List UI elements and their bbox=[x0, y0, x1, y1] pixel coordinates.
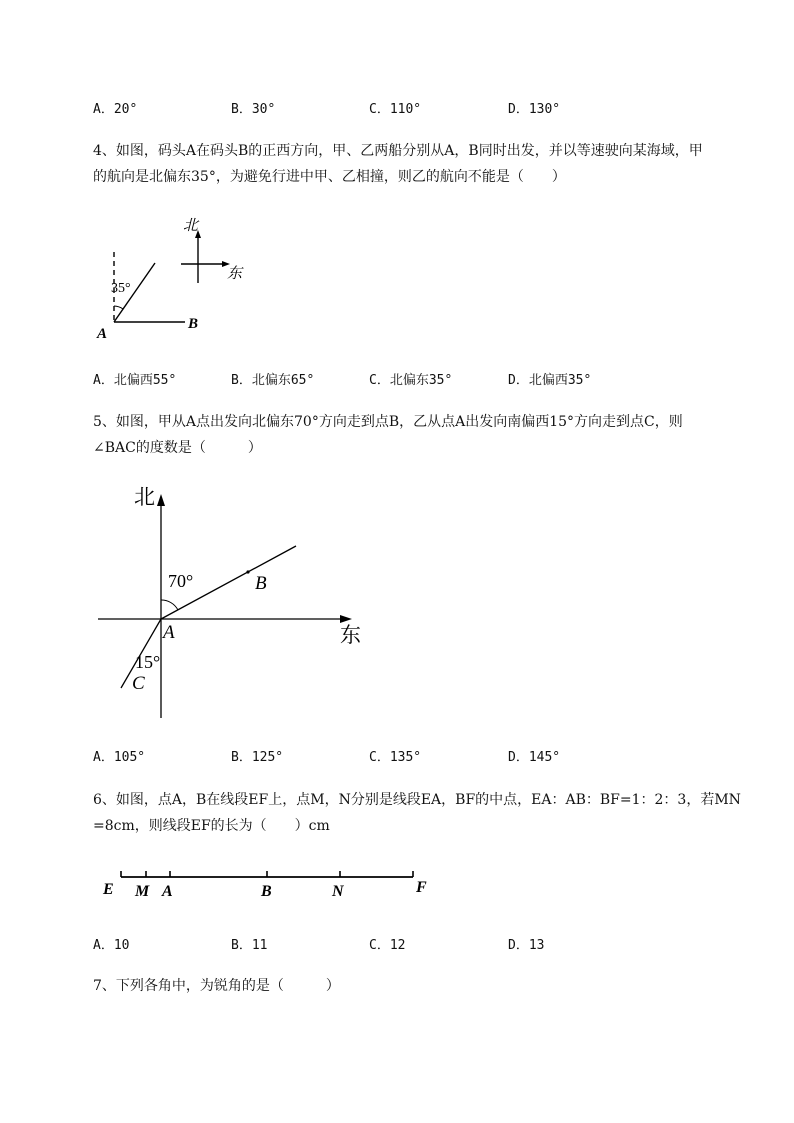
q6-label-b: B bbox=[261, 883, 272, 900]
q6-figure bbox=[95, 862, 445, 906]
q4-east-label: 东 bbox=[227, 266, 243, 282]
q6-option-a: A．10 bbox=[93, 938, 130, 953]
q4-point-a: A bbox=[97, 326, 108, 342]
q4-figure bbox=[85, 210, 275, 350]
q3-option-a: A．20° bbox=[93, 102, 138, 117]
q4-stem-line1: 4、如图，码头A在码头B的正西方向，甲、乙两船分别从A，B同时出发，并以等速驶向某海域，甲 bbox=[93, 143, 703, 159]
q5-angle-70: 70° bbox=[168, 571, 194, 591]
q4-option-c: C．北偏东35° bbox=[369, 373, 453, 388]
q4-option-a: A．北偏西55° bbox=[93, 373, 177, 388]
q6-label-a: A bbox=[162, 883, 173, 900]
q4-option-b: B．北偏东65° bbox=[231, 373, 315, 388]
q7-stem-line1: 7、下列各角中，为锐角的是（ ） bbox=[93, 978, 340, 994]
q6-label-e: E bbox=[103, 881, 114, 898]
q5-angle-15: 15° bbox=[135, 652, 161, 672]
q5-option-b: B．125° bbox=[231, 750, 284, 765]
q6-label-f: F bbox=[416, 879, 427, 896]
q6-option-b: B．11 bbox=[231, 938, 268, 953]
q4-stem-line2: 的航向是北偏东35°，为避免行进中甲、乙相撞，则乙的航向不能是（ ） bbox=[93, 169, 566, 185]
q3-option-d: D．130° bbox=[508, 102, 561, 117]
q6-option-d: D．13 bbox=[508, 938, 545, 953]
q4-option-d: D．北偏西35° bbox=[508, 373, 592, 388]
q6-option-c: C．12 bbox=[369, 938, 406, 953]
q5-east-label: 东 bbox=[340, 623, 361, 647]
q5-option-a: A．105° bbox=[93, 750, 146, 765]
q5-option-c: C．135° bbox=[369, 750, 422, 765]
q5-point-a: A bbox=[163, 622, 175, 643]
q4-point-b: B bbox=[188, 316, 199, 332]
q3-option-c: C．110° bbox=[369, 102, 422, 117]
q5-option-d: D．145° bbox=[508, 750, 561, 765]
q6-label-m: M bbox=[135, 883, 150, 900]
q6-stem-line1: 6、如图，点A，B在线段EF上，点M，N分别是线段EA，BF的中点，EA：AB：BF=1：2：3，若MN bbox=[93, 792, 741, 808]
q4-north-label: 北 bbox=[183, 218, 199, 234]
q3-option-b: B．30° bbox=[231, 102, 276, 117]
q5-stem-line2: ∠BAC的度数是（ ） bbox=[93, 440, 262, 456]
q5-point-c: C bbox=[132, 673, 145, 694]
q4-angle-label: 35° bbox=[111, 281, 131, 296]
q5-north-label: 北 bbox=[134, 485, 155, 509]
q5-stem-line1: 5、如图，甲从A点出发向北偏东70°方向走到点B，乙从点A出发向南偏西15°方向走到点C，则 bbox=[93, 414, 683, 430]
q6-label-n: N bbox=[332, 883, 344, 900]
q5-figure bbox=[90, 478, 380, 724]
q6-stem-line2: =8cm，则线段EF的长为（ ）cm bbox=[93, 818, 330, 834]
q5-point-b: B bbox=[255, 573, 267, 594]
